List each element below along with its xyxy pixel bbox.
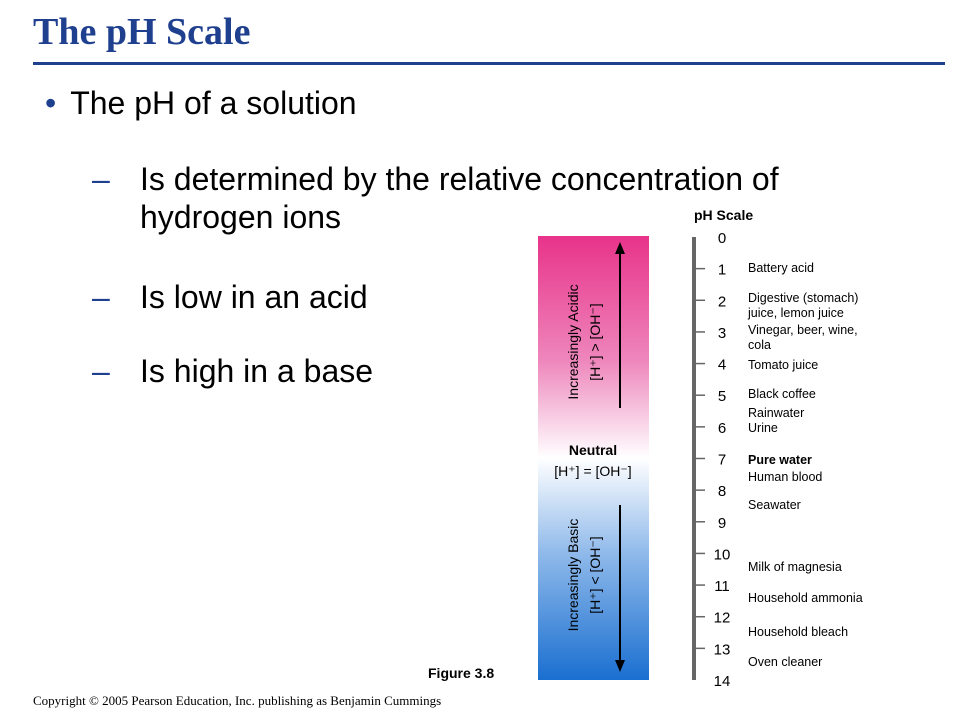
ph-example-label: Vinegar, beer, wine, — [748, 323, 858, 337]
ph-example-label: Seawater — [748, 498, 801, 512]
ph-example-label: cola — [748, 338, 771, 352]
ph-example-label: Human blood — [748, 470, 823, 484]
ph-value-label: 10 — [713, 546, 731, 564]
ph-value-label: 3 — [717, 324, 727, 342]
ph-value-label: 1 — [717, 261, 727, 279]
dash-icon: – — [92, 279, 110, 315]
figure-caption: Figure 3.8 — [428, 665, 495, 681]
subpoint-1-line-1: Is determined by the relative concentration of — [140, 161, 779, 197]
ph-example-label: Milk of magnesia — [748, 560, 842, 574]
basic-label: Increasingly Basic — [565, 518, 581, 632]
acidic-formula: [H⁺] > [OH⁻] — [587, 303, 603, 381]
ph-value-label: 14 — [713, 673, 731, 690]
ph-value-label: 11 — [714, 578, 730, 596]
copyright-notice: Copyright © 2005 Pearson Education, Inc. publishing as Benjamin Cummings — [33, 693, 442, 708]
ph-value-label: 7 — [717, 451, 727, 469]
basic-formula: [H⁺] < [OH⁻] — [587, 536, 603, 614]
dash-icon: – — [92, 161, 110, 197]
ph-value-label: 8 — [717, 483, 727, 501]
ph-example-label: Black coffee — [748, 387, 816, 401]
ph-value-label: 12 — [713, 609, 731, 627]
slide-title: The pH Scale — [33, 11, 251, 53]
dash-icon: – — [92, 353, 110, 389]
ph-example-label: Rainwater — [748, 406, 805, 420]
ph-example-label: Pure water — [748, 453, 812, 467]
ph-value-label: 0 — [717, 230, 727, 247]
ph-value-label: 2 — [717, 293, 727, 311]
subpoint-2-text: Is low in an acid — [140, 279, 368, 315]
main-bullet-text: The pH of a solution — [70, 85, 357, 121]
ph-example-label: juice, lemon juice — [748, 306, 844, 320]
ph-value-label: 4 — [717, 356, 727, 374]
ph-examples — [747, 261, 863, 669]
ph-example-label: Oven cleaner — [748, 655, 823, 669]
ph-value-label: 5 — [717, 388, 727, 406]
neutral-formula: [H⁺] = [OH⁻] — [554, 463, 632, 479]
subpoint-1-line-2: hydrogen ions — [140, 199, 342, 235]
ph-value-label: 13 — [713, 641, 731, 659]
subpoint-3-text: Is high in a base — [140, 353, 374, 389]
ph-example-label: Household bleach — [748, 625, 849, 639]
bullet-dot-icon: • — [45, 85, 57, 121]
ph-scale-title: pH Scale — [694, 207, 754, 223]
acidic-label: Increasingly Acidic — [565, 284, 581, 400]
ph-value-label: 9 — [717, 514, 727, 532]
ph-example-label: Urine — [748, 421, 778, 435]
ph-example-label: Battery acid — [748, 261, 815, 275]
ph-ticks — [696, 230, 730, 690]
neutral-label: Neutral — [568, 442, 618, 458]
ph-value-label: 6 — [717, 419, 727, 437]
ph-example-label: Digestive (stomach) — [748, 291, 859, 305]
ph-example-label: Tomato juice — [748, 358, 819, 372]
ph-example-label: Household ammonia — [748, 591, 863, 605]
